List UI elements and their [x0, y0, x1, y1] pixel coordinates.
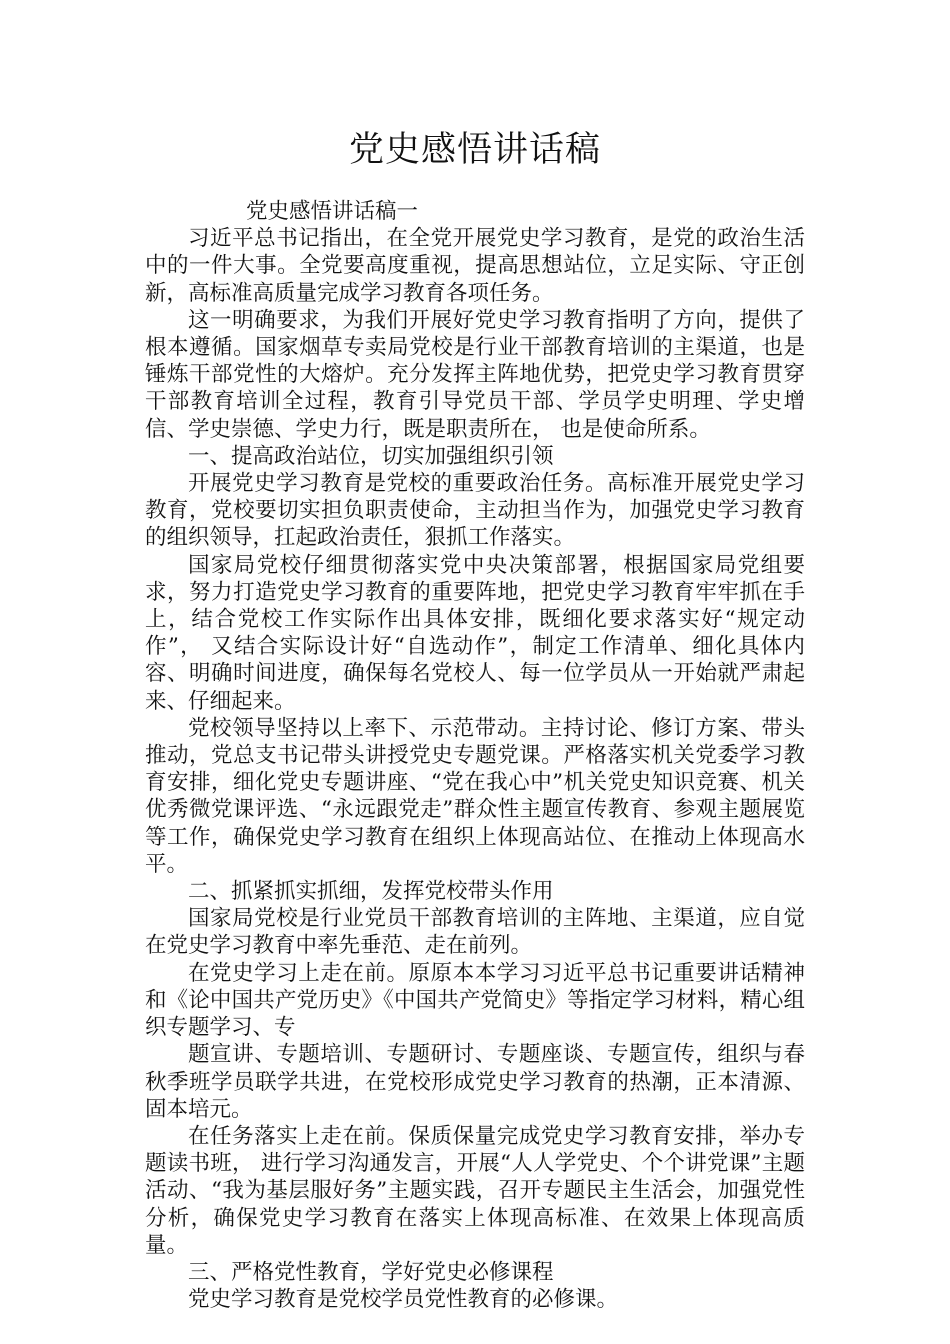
- paragraph: 党校领导坚持以上率下、示范带动。主持讨论、修订方案、带头推动，党总支书记带头讲授党史专题党课。严格落实机关党委学习教育安排，细化党史专题讲座、“党在我心中”机关党史知识竞赛、机关优秀微党课评选、“永远跟党走”群众性主题宣传教育、参观主题展览等工作，确保党史学习教育在组织上体现高站位、在推动上体现高水平。: [145, 715, 805, 877]
- paragraph: 这一明确要求，为我们开展好党史学习教育指明了方向，提供了根本遵循。国家烟草专卖局党校是行业干部教育培训的主渠道，也是锤炼干部党性的大熔炉。充分发挥主阵地优势，把党史学习教育贯穿干部教育培训全过程，教育引导党员干部、学员学史明理、学史增信、学史崇德、学史力行，既是职责所在， 也是使命所系。: [145, 307, 805, 442]
- document-body: [145, 198, 805, 1313]
- paragraph: 国家局党校仔细贯彻落实党中央决策部署，根据国家局党组要求，努力打造党史学习教育的重要阵地，把党史学习教育牢牢抓在手上，结合党校工作实际作出具体安排，既细化要求落实好“规定动作”， 又结合实际设计好“自选动作”，制定工作清单、细化具体内容、明确时间进度，确保每名党校人、每一位学员从一开始就严肃起来、仔细起来。: [145, 552, 805, 714]
- paragraph: 在任务落实上走在前。保质保量完成党史学习教育安排，举办专题读书班， 进行学习沟通发言，开展“人人学党史、个个讲党课”主题活动、“我为基层服好务”主题实践，召开专题民主生活会，加强党性分析，确保党史学习教育在落实上体现高标准、在效果上体现高质量。: [145, 1123, 805, 1258]
- document-title: 党史感悟讲话稿: [348, 130, 601, 170]
- section-heading: 三、严格党性教育，学好党史必修课程: [188, 1259, 554, 1285]
- paragraph: 在党史学习上走在前。原原本本学习习近平总书记重要讲话精神和《论中国共产党历史》《中国共产党简史》等指定学习材料，精心组织专题学习、专: [145, 960, 805, 1041]
- paragraph: 题宣讲、专题培训、专题研讨、专题座谈、专题宣传，组织与春秋季班学员联学共进，在党校形成党史学习教育的热潮，正本清源、固本培元。: [145, 1042, 805, 1122]
- paragraph: 开展党史学习教育是党校的重要政治任务。高标准开展党史学习教育，党校要切实担负职责使命，主动担当作为，加强党史学习教育的组织领导，扛起政治责任，狠抓工作落实。: [145, 471, 805, 551]
- paragraph: 国家局党校是行业党员干部教育培训的主阵地、主渠道，应自觉在党史学习教育中率先垂范、走在前列。: [145, 906, 805, 959]
- document-subtitle: 党史感悟讲话稿一: [246, 199, 419, 224]
- section-heading: 二、抓紧抓实抓细，发挥党校带头作用: [188, 879, 554, 905]
- section-heading: 一、提高政治站位，切实加强组织引领: [188, 443, 554, 469]
- paragraph: 习近平总书记指出，在全党开展党史学习教育，是党的政治生活中的一件大事。全党要高度重视，提高思想站位，立足实际、守正创新，高标准高质量完成学习教育各项任务。: [145, 226, 805, 306]
- paragraph: 党史学习教育是党校学员党性教育的必修课。: [188, 1287, 619, 1313]
